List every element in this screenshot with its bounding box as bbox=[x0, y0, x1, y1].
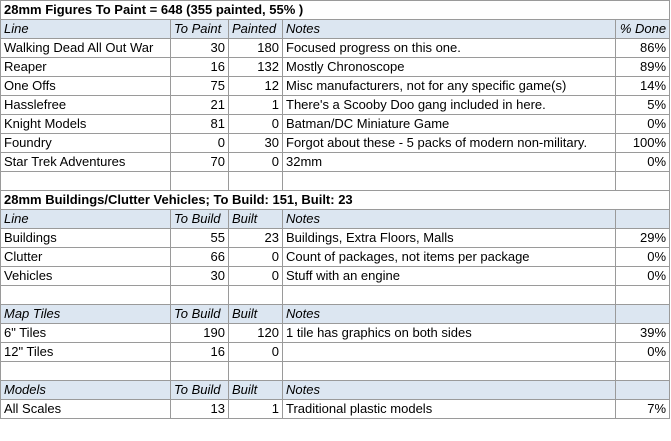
cell[interactable]: 132 bbox=[229, 58, 283, 77]
table-row bbox=[1, 248, 670, 267]
cell[interactable]: 89% bbox=[616, 58, 670, 77]
cell[interactable]: 0% bbox=[616, 248, 670, 267]
cell[interactable]: 75 bbox=[171, 77, 229, 96]
cell[interactable]: Star Trek Adventures bbox=[1, 153, 171, 172]
buildings-title-row bbox=[1, 191, 670, 210]
header-cell[interactable]: Built bbox=[229, 305, 283, 324]
header-cell[interactable]: To Build bbox=[171, 305, 229, 324]
cell[interactable] bbox=[171, 362, 229, 381]
buildings-title[interactable]: 28mm Buildings/Clutter Vehicles; To Build: 151, Built: 23 bbox=[1, 191, 670, 210]
cell[interactable]: Walking Dead All Out War bbox=[1, 39, 171, 58]
cell[interactable]: Misc manufacturers, not for any specific game(s) bbox=[283, 77, 616, 96]
cell[interactable]: 70 bbox=[171, 153, 229, 172]
cell[interactable] bbox=[616, 362, 670, 381]
header-cell[interactable]: Models bbox=[1, 381, 171, 400]
buildings-header-row bbox=[1, 210, 670, 229]
cell[interactable] bbox=[229, 362, 283, 381]
table-row bbox=[1, 39, 670, 58]
cell[interactable]: Forgot about these - 5 packs of modern non-military. bbox=[283, 134, 616, 153]
header-cell[interactable]: Notes bbox=[283, 20, 616, 39]
cell[interactable]: 0% bbox=[616, 153, 670, 172]
figures-title-row bbox=[1, 1, 670, 20]
models-header-row bbox=[1, 381, 670, 400]
cell[interactable]: 30 bbox=[171, 267, 229, 286]
cell[interactable]: 66 bbox=[171, 248, 229, 267]
header-cell[interactable]: To Build bbox=[171, 381, 229, 400]
cell[interactable]: 0 bbox=[229, 153, 283, 172]
cell[interactable]: 180 bbox=[229, 39, 283, 58]
cell[interactable]: Batman/DC Miniature Game bbox=[283, 115, 616, 134]
cell[interactable]: 29% bbox=[616, 229, 670, 248]
cell[interactable]: 81 bbox=[171, 115, 229, 134]
header-cell[interactable]: Map Tiles bbox=[1, 305, 171, 324]
header-cell[interactable] bbox=[616, 381, 670, 400]
cell[interactable]: 21 bbox=[171, 96, 229, 115]
cell[interactable]: Knight Models bbox=[1, 115, 171, 134]
header-cell[interactable]: To Build bbox=[171, 210, 229, 229]
cell[interactable] bbox=[283, 343, 616, 362]
header-cell[interactable] bbox=[616, 305, 670, 324]
cell[interactable]: 5% bbox=[616, 96, 670, 115]
cell[interactable]: 1 bbox=[229, 400, 283, 419]
cell[interactable]: Focused progress on this one. bbox=[283, 39, 616, 58]
table-row bbox=[1, 267, 670, 286]
figures-title[interactable]: 28mm Figures To Paint = 648 (355 painted, 55% ) bbox=[1, 1, 670, 20]
cell[interactable]: 120 bbox=[229, 324, 283, 343]
cell[interactable]: 0 bbox=[171, 134, 229, 153]
cell[interactable]: 12 bbox=[229, 77, 283, 96]
cell[interactable] bbox=[229, 286, 283, 305]
table-row bbox=[1, 324, 670, 343]
table-row bbox=[1, 96, 670, 115]
header-cell[interactable]: Line bbox=[1, 20, 171, 39]
header-cell[interactable] bbox=[616, 210, 670, 229]
header-cell[interactable]: Built bbox=[229, 210, 283, 229]
cell[interactable]: Buildings, Extra Floors, Malls bbox=[283, 229, 616, 248]
cell[interactable]: 30 bbox=[171, 39, 229, 58]
table-row bbox=[1, 134, 670, 153]
blank-row bbox=[1, 286, 670, 305]
cell[interactable]: 0 bbox=[229, 115, 283, 134]
cell[interactable]: 13 bbox=[171, 400, 229, 419]
figures-header-row bbox=[1, 20, 670, 39]
cell[interactable]: 7% bbox=[616, 400, 670, 419]
cell[interactable]: One Offs bbox=[1, 77, 171, 96]
cell[interactable]: 0 bbox=[229, 248, 283, 267]
header-cell[interactable]: Line bbox=[1, 210, 171, 229]
cell[interactable]: 0% bbox=[616, 343, 670, 362]
cell[interactable]: 0% bbox=[616, 267, 670, 286]
table-row bbox=[1, 115, 670, 134]
cell[interactable]: 55 bbox=[171, 229, 229, 248]
cell[interactable]: 190 bbox=[171, 324, 229, 343]
table-row bbox=[1, 58, 670, 77]
cell[interactable] bbox=[229, 172, 283, 191]
cell[interactable]: 86% bbox=[616, 39, 670, 58]
cell[interactable] bbox=[1, 286, 171, 305]
cell[interactable]: 6" Tiles bbox=[1, 324, 171, 343]
cell[interactable]: 1 tile has graphics on both sides bbox=[283, 324, 616, 343]
cell[interactable]: Mostly Chronoscope bbox=[283, 58, 616, 77]
cell[interactable]: Stuff with an engine bbox=[283, 267, 616, 286]
cell[interactable]: 100% bbox=[616, 134, 670, 153]
header-cell[interactable]: Painted bbox=[229, 20, 283, 39]
cell[interactable] bbox=[616, 172, 670, 191]
cell[interactable] bbox=[1, 172, 171, 191]
header-cell[interactable]: % Done bbox=[616, 20, 670, 39]
cell[interactable]: Hasslefree bbox=[1, 96, 171, 115]
table-row bbox=[1, 400, 670, 419]
cell[interactable] bbox=[1, 362, 171, 381]
header-cell[interactable]: Built bbox=[229, 381, 283, 400]
header-cell[interactable]: To Paint bbox=[171, 20, 229, 39]
cell[interactable]: Traditional plastic models bbox=[283, 400, 616, 419]
cell[interactable]: Buildings bbox=[1, 229, 171, 248]
cell[interactable]: 0% bbox=[616, 115, 670, 134]
table-row bbox=[1, 343, 670, 362]
cell[interactable]: 32mm bbox=[283, 153, 616, 172]
table-row bbox=[1, 229, 670, 248]
blank-row bbox=[1, 362, 670, 381]
cell[interactable] bbox=[616, 286, 670, 305]
header-cell[interactable]: Notes bbox=[283, 381, 616, 400]
blank-row bbox=[1, 172, 670, 191]
cell[interactable] bbox=[283, 286, 616, 305]
cell[interactable]: Foundry bbox=[1, 134, 171, 153]
cell[interactable]: 16 bbox=[171, 58, 229, 77]
header-cell[interactable]: Notes bbox=[283, 210, 616, 229]
cell[interactable]: Reaper bbox=[1, 58, 171, 77]
cell[interactable] bbox=[283, 362, 616, 381]
table-row bbox=[1, 153, 670, 172]
cell[interactable]: 39% bbox=[616, 324, 670, 343]
cell[interactable]: 23 bbox=[229, 229, 283, 248]
cell[interactable]: Count of packages, not items per package bbox=[283, 248, 616, 267]
cell[interactable]: 16 bbox=[171, 343, 229, 362]
tiles-header-row bbox=[1, 305, 670, 324]
cell[interactable]: Vehicles bbox=[1, 267, 171, 286]
cell[interactable]: 0 bbox=[229, 267, 283, 286]
cell[interactable] bbox=[283, 172, 616, 191]
cell[interactable]: 1 bbox=[229, 96, 283, 115]
cell[interactable]: 14% bbox=[616, 77, 670, 96]
cell[interactable] bbox=[171, 286, 229, 305]
cell[interactable]: 30 bbox=[229, 134, 283, 153]
cell[interactable]: 12" Tiles bbox=[1, 343, 171, 362]
table-row bbox=[1, 77, 670, 96]
cell[interactable]: All Scales bbox=[1, 400, 171, 419]
cell[interactable]: There's a Scooby Doo gang included in here. bbox=[283, 96, 616, 115]
header-cell[interactable]: Notes bbox=[283, 305, 616, 324]
cell[interactable] bbox=[171, 172, 229, 191]
cell[interactable]: 0 bbox=[229, 343, 283, 362]
cell[interactable]: Clutter bbox=[1, 248, 171, 267]
